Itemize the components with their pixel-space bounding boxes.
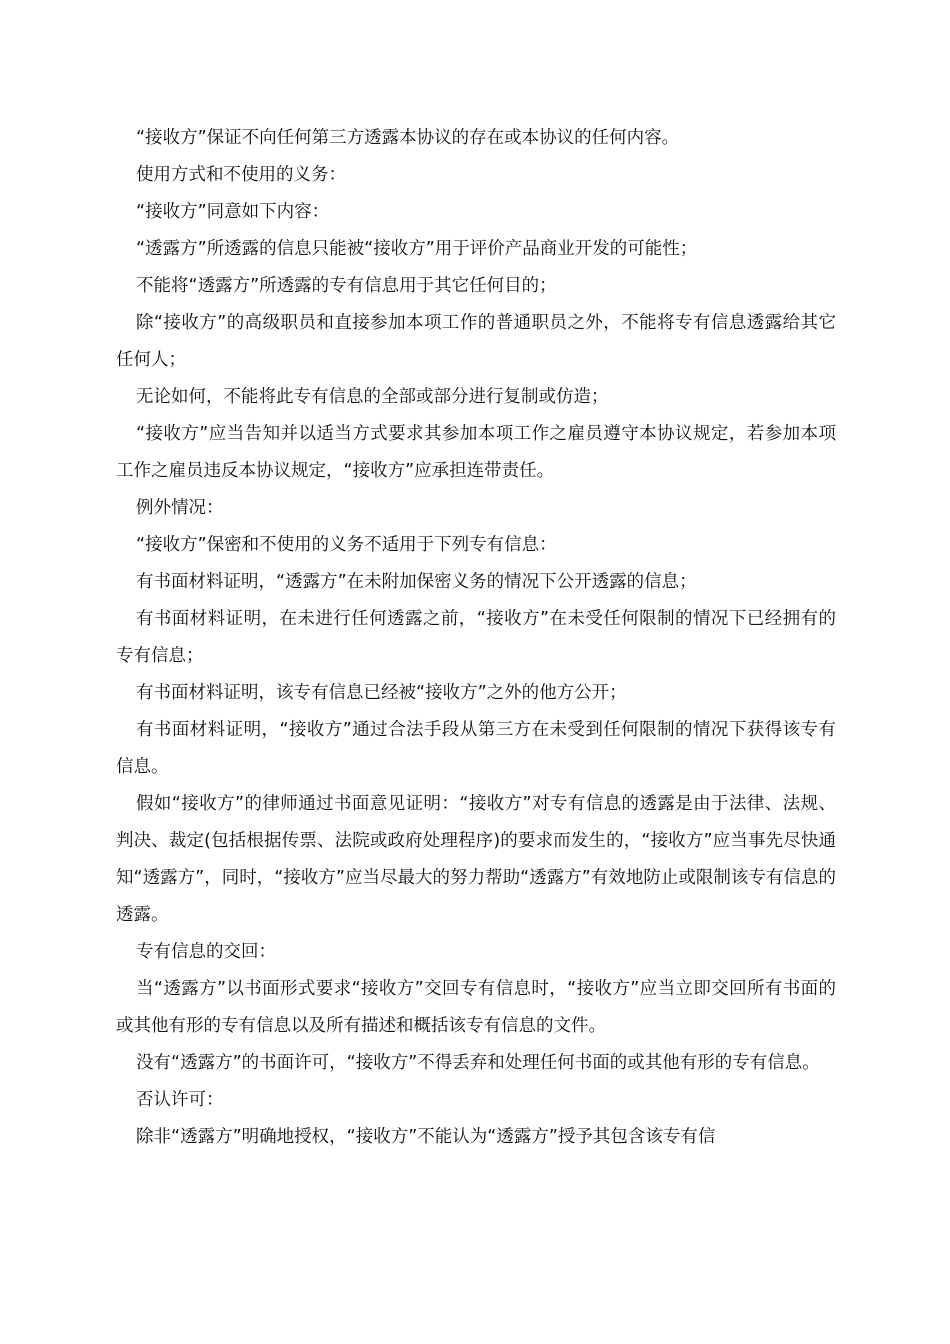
- paragraph-8: “接收方”应当告知并以适当方式要求其参加本项工作之雇员遵守本协议规定，若参加本项工作之雇员违反本协议规定，“接收方”应承担连带责任。: [116, 424, 836, 481]
- paragraph-16: 专有信息的交回：: [136, 942, 276, 962]
- paragraph-20: 除非“透露方”明确地授权，“接收方”不能认为“透露方”授予其包含该专有信: [136, 1127, 716, 1147]
- paragraph-4: “透露方”所透露的信息只能被“接收方”用于评价产品商业开发的可能性；: [136, 239, 698, 259]
- paragraph-18: 没有“透露方”的书面许可，“接收方”不得丢弃和处理任何书面的或其他有形的专有信息。: [136, 1053, 820, 1073]
- paragraph-17: 当“透露方”以书面形式要求“接收方”交回专有信息时，“接收方”应当立即交回所有书面的或其他有形的专有信息以及所有描述和概括该专有信息的文件。: [116, 979, 836, 1036]
- paragraph-15: 假如“接收方”的律师通过书面意见证明：“接收方”对专有信息的透露是由于法律、法规、判决、裁定(包括根据传票、法院或政府处理程序)的要求而发生的，“接收方”应当事先尽快通知“透露方”，同时，“接收方”应当尽最大的努力帮助“透露方”有效地防止或限制该专有信息的透露。: [116, 794, 836, 925]
- paragraph-10: “接收方”保密和不使用的义务不适用于下列专有信息：: [136, 535, 557, 555]
- paragraph-13: 有书面材料证明，该专有信息已经被“接收方”之外的他方公开；: [136, 683, 627, 703]
- paragraph-5: 不能将“透露方”所透露的专有信息用于其它任何目的；: [136, 276, 557, 296]
- paragraph-12: 有书面材料证明，在未进行任何透露之前，“接收方”在未受任何限制的情况下已经拥有的专有信息；: [116, 609, 836, 666]
- paragraph-6: 除“接收方”的高级职员和直接参加本项工作的普通职员之外，不能将专有信息透露给其它任何人；: [116, 313, 836, 370]
- paragraph-11: 有书面材料证明，“透露方”在未附加保密义务的情况下公开透露的信息；: [136, 572, 697, 592]
- paragraph-9: 例外情况：: [136, 498, 224, 518]
- paragraph-3: “接收方”同意如下内容：: [136, 202, 330, 222]
- paragraph-14: 有书面材料证明，“接收方”通过合法手段从第三方在未受到任何限制的情况下获得该专有信息。: [116, 720, 836, 777]
- paragraph-1: “接收方”保证不向任何第三方透露本协议的存在或本协议的任何内容。: [136, 128, 680, 148]
- paragraph-7: 无论如何，不能将此专有信息的全部或部分进行复制或仿造；: [136, 387, 609, 407]
- document-body: [116, 120, 836, 1156]
- paragraph-2: 使用方式和不使用的义务：: [136, 165, 346, 185]
- paragraph-19: 否认许可：: [136, 1090, 224, 1110]
